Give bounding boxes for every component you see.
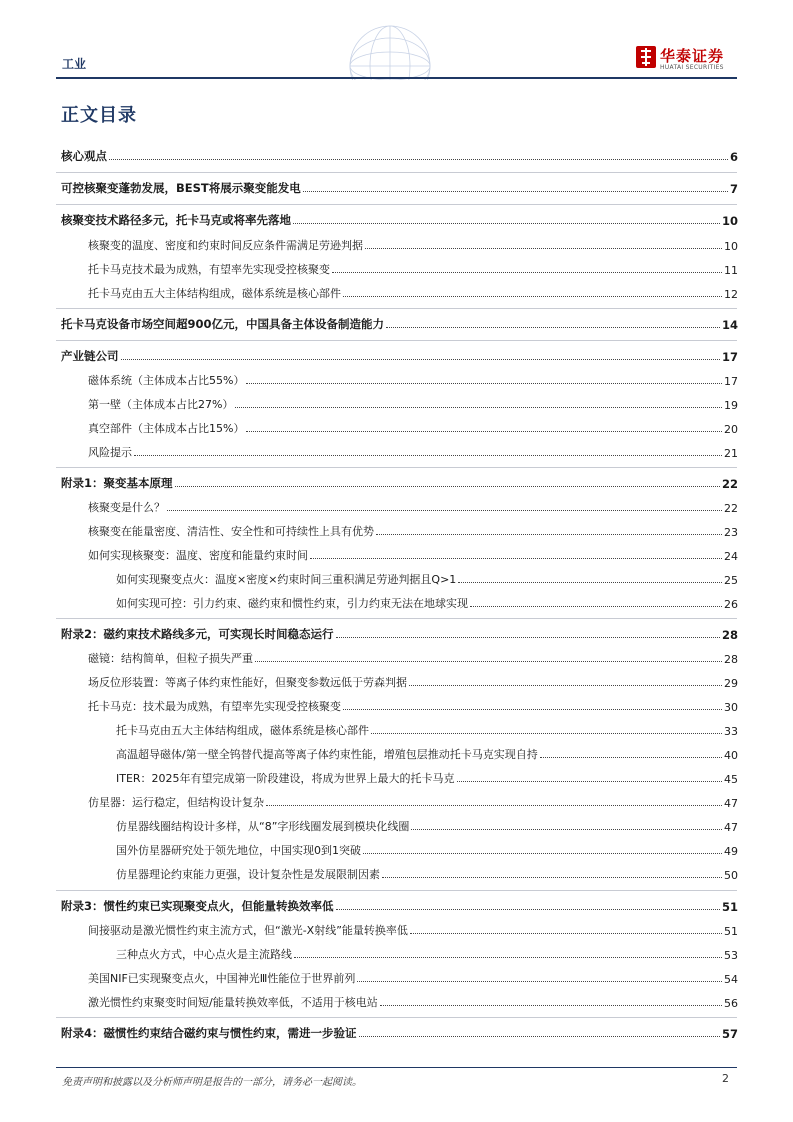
- toc-leader-dots: [343, 296, 722, 297]
- toc-leader-dots: [303, 191, 728, 192]
- toc-entry-page: 30: [724, 701, 738, 714]
- toc-leader-dots: [457, 781, 722, 782]
- toc-entry[interactable]: [88, 521, 738, 539]
- toc-entry[interactable]: [61, 346, 738, 364]
- toc-leader-dots: [134, 455, 722, 456]
- toc-entry[interactable]: [116, 593, 738, 611]
- toc-entry-title: 产业链公司: [61, 349, 119, 363]
- toc-entry[interactable]: [116, 768, 738, 786]
- toc-entry-title: 高温超导磁体/第一壁全钨替代提高等离子体约束性能，增殖包层推动托卡马克实现自持: [116, 748, 538, 761]
- toc-entry[interactable]: [88, 283, 738, 301]
- section-label: 工业: [62, 57, 87, 71]
- toc-entry-page: 28: [724, 653, 738, 666]
- toc-entry-title: 仿星器线圈结构设计多样，从“8”字形线圈发展到模块化线圈: [116, 820, 410, 833]
- toc-leader-dots: [359, 1036, 720, 1037]
- toc-entry-page: 24: [724, 550, 738, 563]
- toc-leader-dots: [310, 558, 722, 559]
- toc-entry-title: 仿星器：运行稳定，但结构设计复杂: [88, 796, 264, 809]
- toc-entry-title: 场反位形装置：等离子体约束性能好，但聚变参数远低于劳森判据: [88, 676, 407, 689]
- toc-leader-dots: [121, 359, 720, 360]
- toc-entry-page: 47: [724, 821, 738, 834]
- toc-separator: [56, 172, 737, 173]
- toc-entry-title: 激光惯性约束聚变时间短/能量转换效率低，不适用于核电站: [88, 996, 378, 1009]
- toc-entry-page: 12: [724, 288, 738, 301]
- toc-entry-title: 托卡马克技术最为成熟，有望率先实现受控核聚变: [88, 263, 330, 276]
- toc-entry-title: 核聚变是什么？: [88, 501, 165, 514]
- toc-entry-title: 间接驱动是激光惯性约束主流方式，但“激光-X射线”能量转换率低: [88, 924, 408, 937]
- toc-entry-page: 20: [724, 423, 738, 436]
- toc-entry-title: 附录1：聚变基本原理: [61, 476, 173, 490]
- toc-entry-title: 磁镜：结构简单，但粒子损失严重: [88, 652, 253, 665]
- toc-leader-dots: [266, 805, 722, 806]
- toc-entry-title: 如何实现聚变点火：温度×密度×约束时间三重积满足劳逊判据且Q>1: [116, 573, 457, 586]
- toc-entry[interactable]: [88, 370, 738, 388]
- toc-leader-dots: [336, 909, 720, 910]
- toc-entry[interactable]: [61, 1023, 738, 1041]
- toc-entry-title: 托卡马克由五大主体结构组成，磁体系统是核心部件: [116, 724, 369, 737]
- toc-entry-title: 托卡马克设备市场空间超900亿元，中国具备主体设备制造能力: [61, 317, 385, 331]
- toc-leader-dots: [167, 510, 722, 511]
- toc-leader-dots: [382, 877, 722, 878]
- toc-entry[interactable]: [88, 259, 738, 277]
- toc-entry-title: 核聚变技术路径多元，托卡马克或将率先落地: [61, 213, 291, 227]
- toc-leader-dots: [458, 582, 722, 583]
- toc-entry[interactable]: [116, 944, 738, 962]
- toc-entry-page: 56: [724, 997, 738, 1010]
- toc-leader-dots: [246, 431, 722, 432]
- toc-entry[interactable]: [61, 210, 738, 228]
- toc-entry-title: 国外仿星器研究处于领先地位，中国实现0到1突破: [116, 844, 361, 857]
- toc-entry[interactable]: [116, 569, 738, 587]
- toc-entry[interactable]: [88, 792, 738, 810]
- toc-leader-dots: [336, 637, 720, 638]
- toc-entry[interactable]: [88, 442, 738, 460]
- toc-leader-dots: [294, 957, 722, 958]
- toc-entry-title: 可控核聚变蓬勃发展，BEST将展示聚变能发电: [61, 181, 301, 195]
- toc-entry-title: 附录4：磁惯性约束结合磁约束与惯性约束，需进一步验证: [61, 1026, 357, 1040]
- toc-leader-dots: [376, 534, 722, 535]
- toc-entry-title: 附录2：磁约束技术路线多元，可实现长时间稳态运行: [61, 627, 334, 641]
- toc-leader-dots: [386, 327, 720, 328]
- toc-entry[interactable]: [61, 624, 738, 642]
- toc-entry-page: 33: [724, 725, 738, 738]
- toc-entry-page: 11: [724, 264, 738, 277]
- toc-leader-dots: [343, 709, 722, 710]
- toc-entry-page: 28: [721, 628, 738, 642]
- toc-entry-page: 10: [724, 240, 738, 253]
- toc-leader-dots: [470, 606, 722, 607]
- toc-entry-title: 核心观点: [61, 149, 107, 163]
- toc-entry[interactable]: [88, 235, 738, 253]
- toc-leader-dots: [357, 981, 722, 982]
- footer-divider: [56, 1067, 737, 1068]
- toc-entry-page: 40: [724, 749, 738, 762]
- toc-entry-title: 风险提示: [88, 446, 132, 459]
- brand-name-cn: 华泰证券: [660, 47, 725, 65]
- toc-entry-page: 19: [724, 399, 738, 412]
- toc-entry-page: 57: [721, 1027, 738, 1041]
- toc-entry[interactable]: [88, 418, 738, 436]
- toc-entry-page: 14: [721, 318, 738, 332]
- toc-leader-dots: [380, 1005, 722, 1006]
- toc-leader-dots: [410, 933, 722, 934]
- toc-entry-page: 51: [724, 925, 738, 938]
- toc-entry-page: 22: [724, 502, 738, 515]
- brand-name-en: HUATAI SECURITIES: [660, 64, 724, 71]
- toc-entry-title: 真空部件（主体成本占比15%）: [88, 422, 245, 435]
- toc-entry-page: 10: [721, 214, 738, 228]
- toc-entry[interactable]: [88, 394, 738, 412]
- toc-entry-page: 54: [724, 973, 738, 986]
- toc-entry-title: 美国NIF已实现聚变点火，中国神光Ⅲ性能位于世界前列: [88, 972, 356, 985]
- toc-entry[interactable]: [61, 896, 738, 914]
- toc-leader-dots: [409, 685, 722, 686]
- toc-leader-dots: [109, 159, 728, 160]
- toc-entry[interactable]: [116, 744, 738, 762]
- toc-leader-dots: [411, 829, 722, 830]
- toc-entry-page: 53: [724, 949, 738, 962]
- toc-entry-page: 17: [724, 375, 738, 388]
- toc-separator: [56, 340, 737, 341]
- toc-entry[interactable]: [88, 992, 738, 1010]
- toc-entry-title: 如何实现核聚变：温度、密度和能量约束时间: [88, 549, 308, 562]
- toc-leader-dots: [293, 223, 720, 224]
- toc-entry-title: 附录3：惯性约束已实现聚变点火，但能量转换效率低: [61, 899, 334, 913]
- toc-entry-title: 三种点火方式，中心点火是主流路线: [116, 948, 292, 961]
- toc-entry-title: ITER：2025年有望完成第一阶段建设，将成为世界上最大的托卡马克: [116, 772, 455, 785]
- toc-leader-dots: [332, 272, 722, 273]
- toc-entry-page: 51: [721, 900, 738, 914]
- toc-entry-title: 托卡马克由五大主体结构组成，磁体系统是核心部件: [88, 287, 341, 300]
- toc-entry[interactable]: [61, 178, 738, 196]
- toc-entry[interactable]: [88, 648, 738, 666]
- toc-separator: [56, 1017, 737, 1018]
- toc-leader-dots: [246, 383, 722, 384]
- toc-separator: [56, 204, 737, 205]
- toc-separator: [56, 618, 737, 619]
- toc-leader-dots: [175, 486, 720, 487]
- toc-separator: [56, 467, 737, 468]
- toc-entry-title: 核聚变在能量密度、清洁性、安全性和可持续性上具有优势: [88, 525, 374, 538]
- toc-entry-page: 47: [724, 797, 738, 810]
- toc-entry-page: 25: [724, 574, 738, 587]
- toc-leader-dots: [371, 733, 722, 734]
- toc-entry-title: 托卡马克：技术最为成熟，有望率先实现受控核聚变: [88, 700, 341, 713]
- toc-entry-title: 仿星器理论约束能力更强，设计复杂性是发展限制因素: [116, 868, 380, 881]
- toc-entry[interactable]: [88, 672, 738, 690]
- toc-entry-title: 如何实现可控：引力约束、磁约束和惯性约束，引力约束无法在地球实现: [116, 597, 468, 610]
- toc-entry[interactable]: [88, 920, 738, 938]
- toc-entry[interactable]: [88, 696, 738, 714]
- toc-entry-page: 22: [721, 477, 738, 491]
- toc-entry-page: 50: [724, 869, 738, 882]
- toc-entry-page: 45: [724, 773, 738, 786]
- page-title: 正文目录: [61, 105, 137, 126]
- toc-entry[interactable]: [116, 840, 738, 858]
- toc-entry[interactable]: [88, 968, 738, 986]
- toc-entry[interactable]: [88, 497, 738, 515]
- toc-entry[interactable]: [116, 864, 738, 882]
- footer-disclaimer: 免责声明和披露以及分析师声明是报告的一部分，请务必一起阅读。: [62, 1077, 362, 1088]
- toc-entry-page: 49: [724, 845, 738, 858]
- toc-entry-page: 7: [729, 182, 738, 196]
- toc-entry[interactable]: [88, 545, 738, 563]
- toc-entry[interactable]: [116, 720, 738, 738]
- toc-separator: [56, 890, 737, 891]
- page-number: 2: [722, 1072, 729, 1085]
- toc-entry[interactable]: [116, 816, 738, 834]
- toc-entry-page: 29: [724, 677, 738, 690]
- toc-leader-dots: [235, 407, 722, 408]
- toc-leader-dots: [255, 661, 722, 662]
- toc-separator: [56, 308, 737, 309]
- toc-entry-page: 23: [724, 526, 738, 539]
- toc-entry-title: 磁体系统（主体成本占比55%）: [88, 374, 245, 387]
- toc-entry-title: 第一壁（主体成本占比27%）: [88, 398, 234, 411]
- toc-entry-page: 6: [729, 150, 738, 164]
- toc-entry-page: 17: [721, 350, 738, 364]
- toc-leader-dots: [363, 853, 722, 854]
- toc-entry[interactable]: [61, 473, 738, 491]
- toc-leader-dots: [365, 248, 722, 249]
- toc-entry[interactable]: [61, 314, 738, 332]
- toc-entry[interactable]: [61, 146, 738, 164]
- toc-entry-title: 核聚变的温度、密度和约束时间反应条件需满足劳逊判据: [88, 239, 363, 252]
- toc-entry-page: 21: [724, 447, 738, 460]
- toc-entry-page: 26: [724, 598, 738, 611]
- toc-leader-dots: [540, 757, 722, 758]
